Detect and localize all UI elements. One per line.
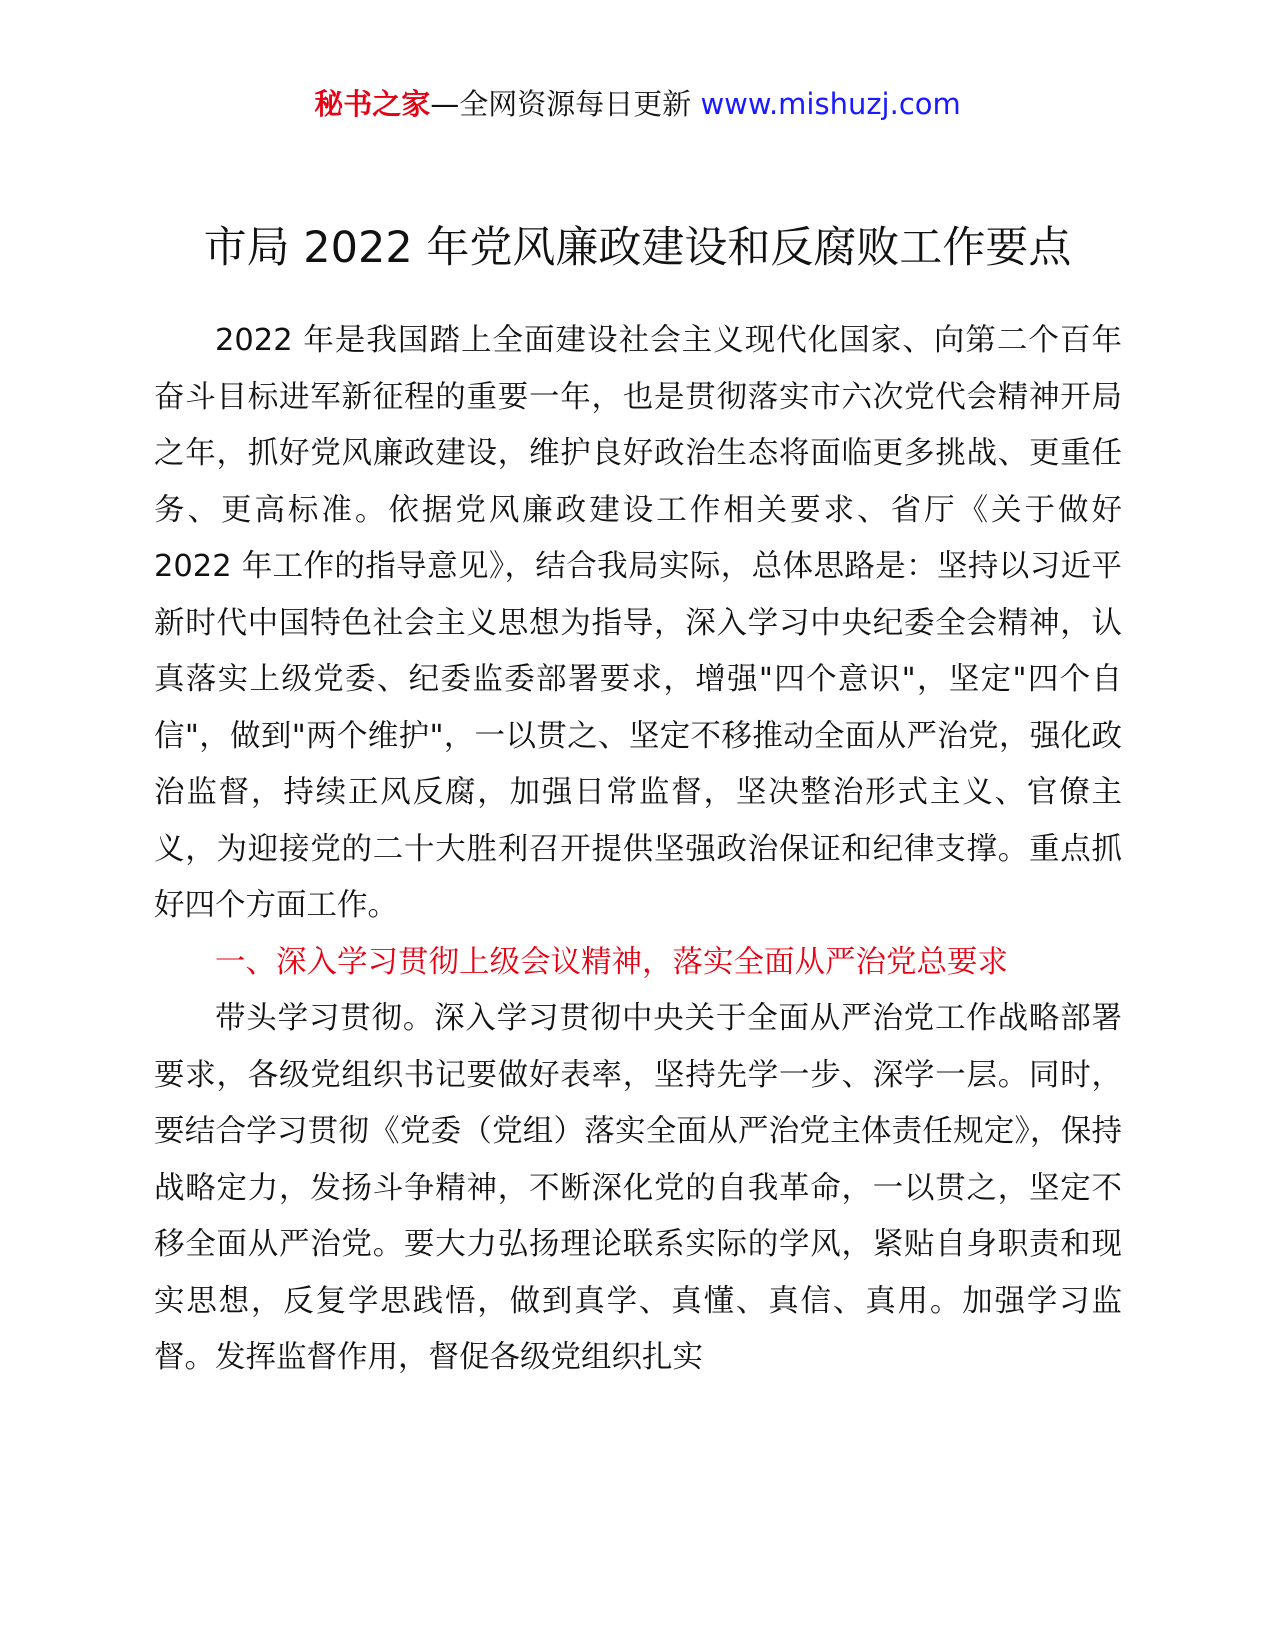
site-url-link[interactable]: www.mishuzj.com	[700, 87, 961, 121]
intro-paragraph: 2022 年是我国踏上全面建设社会主义现代化国家、向第二个百年奋斗目标进军新征程的重要一年，也是贯彻落实市六次党代会精神开局之年，抓好党风廉政建设，维护良好政治生态将面临更多挑战、更重任务、更高标准。依据党风廉政建设工作相关要求、省厅《关于做好 2022 年工作的指导意见》，结合我局实际，总体思路是：坚持以习近平新时代中国特色社会主义思想为指导，深入学习中央纪委全会精神，认真落实上级党委、纪委监委部署要求，增强"四个意识"，坚定"四个自信"，做到"两个维护"，一以贯之、坚定不移推动全面从严治党，强化政治监督，持续正风反腐，加强日常监督，坚决整治形式主义、官僚主义，为迎接党的二十大胜利召开提供坚强政治保证和纪律支撑。重点抓好四个方面工作。	[154, 323, 1122, 923]
document-body	[154, 313, 1122, 1387]
document-title: 市局 2022 年党风廉政建设和反腐败工作要点	[203, 223, 1072, 273]
site-header	[0, 84, 1275, 124]
site-tagline: —全网资源每日更新	[430, 87, 701, 121]
section-heading-1: 一、深入学习贯彻上级会议精神，落实全面从严治党总要求	[215, 944, 1008, 980]
brand-name: 秘书之家	[314, 87, 431, 121]
body-paragraph: 带头学习贯彻。深入学习贯彻中央关于全面从严治党工作战略部署要求，各级党组织书记要做好表率，坚持先学一步、深学一层。同时，要结合学习贯彻《党委（党组）落实全面从严治党主体责任规定》，保持战略定力，发扬斗争精神，不断深化党的自我革命，一以贯之，坚定不移全面从严治党。要大力弘扬理论联系实际的学风，紧贴自身职责和现实思想，反复学思践悟，做到真学、真懂、真信、真用。加强学习监督。发挥监督作用，督促各级党组织扎实	[154, 1001, 1122, 1375]
